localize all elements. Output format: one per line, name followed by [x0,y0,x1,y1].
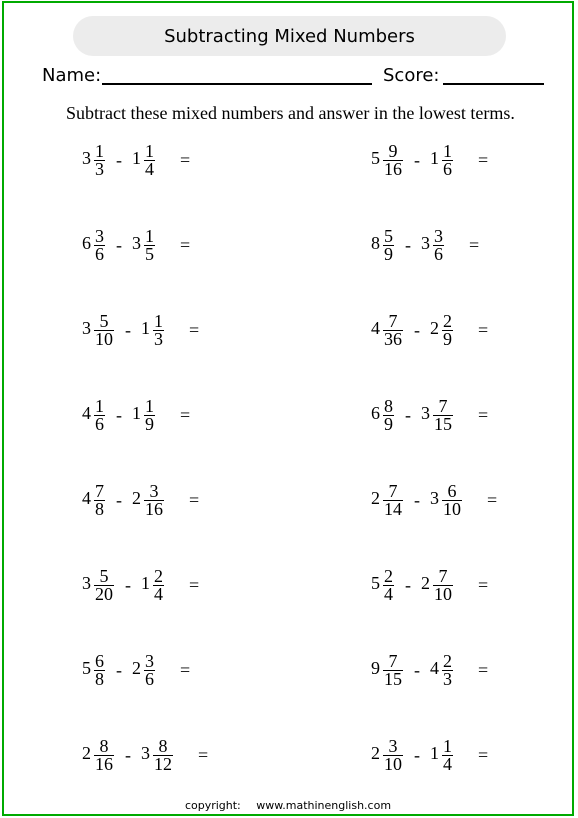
equals-sign: = [180,149,191,170]
equals-sign: = [180,234,191,255]
problem-item [371,395,488,435]
name-score-row [42,65,552,89]
problem-item [371,480,497,520]
problem-item [82,650,190,690]
whole-number: 6 [371,403,380,424]
whole-number: 3 [141,743,150,764]
minuend [82,225,106,264]
equals-sign: = [478,319,489,340]
problem-item [82,225,190,265]
fraction [94,565,114,604]
fraction [383,395,394,434]
minuend [371,650,404,689]
equals-sign: = [189,489,200,510]
equals-sign: = [478,744,489,765]
fraction [383,650,403,689]
numerator: 7 [438,565,448,586]
fraction [153,310,164,349]
equals-sign: = [478,574,489,595]
fraction [442,650,453,689]
minuend [82,140,106,179]
problem-item [371,310,488,350]
minuend [82,395,106,434]
fraction [153,735,173,774]
numerator: 1 [443,140,452,161]
whole-number: 1 [141,573,150,594]
whole-number: 1 [430,148,439,169]
whole-number: 9 [371,658,380,679]
whole-number: 1 [141,318,150,339]
website-link: www.mathinenglish.com [256,799,392,812]
whole-number: 3 [421,403,430,424]
numerator: 6 [95,650,104,671]
whole-number: 2 [371,743,380,764]
minus-sign: - [414,659,420,680]
denominator: 9 [384,413,393,434]
numerator: 8 [99,735,109,756]
numerator: 6 [447,480,457,501]
denominator: 5 [145,243,154,264]
minuend [371,310,404,349]
fraction [433,395,453,434]
denominator: 6 [434,243,443,264]
whole-number: 4 [371,318,380,339]
numerator: 7 [95,480,104,501]
minus-sign: - [414,489,420,510]
denominator: 3 [154,328,163,349]
numerator: 3 [145,650,154,671]
denominator: 14 [384,498,402,519]
fraction [433,225,444,264]
minus-sign: - [125,574,131,595]
subtrahend [430,140,454,179]
subtrahend [430,650,454,689]
minus-sign: - [405,234,411,255]
score-label: Score: [383,65,440,86]
minuend [82,310,115,349]
numerator: 2 [443,310,452,331]
whole-number: 3 [82,148,91,169]
fraction [144,650,155,689]
name-blank-line [102,83,372,85]
equals-sign: = [180,404,191,425]
copyright-label: copyright: [184,799,241,812]
subtrahend [132,650,156,689]
subtrahend [430,480,463,519]
subtrahend [430,310,454,349]
numerator: 7 [388,650,398,671]
numerator: 9 [388,140,398,161]
whole-number: 4 [430,658,439,679]
whole-number: 1 [132,148,141,169]
denominator: 6 [443,158,452,179]
fraction [383,735,403,774]
whole-number: 4 [82,403,91,424]
minuend [371,140,404,179]
whole-number: 2 [132,658,141,679]
denominator: 10 [443,498,461,519]
denominator: 6 [145,668,154,689]
denominator: 9 [384,243,393,264]
denominator: 3 [95,158,104,179]
denominator: 8 [95,668,104,689]
subtrahend [132,225,156,264]
fraction [442,480,462,519]
equals-sign: = [478,659,489,680]
minuend [371,735,404,774]
numerator: 1 [154,310,163,331]
minuend [371,480,404,519]
numerator: 5 [384,225,393,246]
whole-number: 3 [82,573,91,594]
numerator: 3 [95,225,104,246]
minus-sign: - [116,404,122,425]
denominator: 16 [95,753,113,774]
numerator: 2 [384,565,393,586]
fraction [94,395,105,434]
subtrahend [141,310,165,349]
whole-number: 2 [421,573,430,594]
numerator: 3 [149,480,159,501]
fraction [442,140,453,179]
problem-item [371,650,488,690]
minuend [371,225,395,264]
minuend [82,565,115,604]
minus-sign: - [414,319,420,340]
fraction [144,225,155,264]
denominator: 4 [145,158,154,179]
numerator: 7 [388,310,398,331]
fraction [144,480,164,519]
problem-item [82,735,208,775]
minuend [82,480,106,519]
fraction [94,140,105,179]
denominator: 4 [384,583,393,604]
whole-number: 2 [82,743,91,764]
equals-sign: = [198,744,209,765]
numerator: 1 [443,735,452,756]
denominator: 15 [384,668,402,689]
whole-number: 3 [132,233,141,254]
whole-number: 5 [82,658,91,679]
minuend [371,395,395,434]
denominator: 36 [384,328,402,349]
minus-sign: - [414,149,420,170]
problem-item [82,480,199,520]
denominator: 12 [154,753,172,774]
fraction [383,140,403,179]
numerator: 7 [388,480,398,501]
whole-number: 1 [132,403,141,424]
fraction [442,735,453,774]
denominator: 4 [154,583,163,604]
subtrahend [132,395,156,434]
minuend [82,735,115,774]
minus-sign: - [116,234,122,255]
fraction [144,395,155,434]
denominator: 20 [95,583,113,604]
numerator: 5 [99,565,109,586]
subtrahend [132,480,165,519]
whole-number: 3 [430,488,439,509]
numerator: 8 [158,735,168,756]
numerator: 2 [154,565,163,586]
minus-sign: - [116,659,122,680]
problem-item [371,225,479,265]
whole-number: 5 [371,573,380,594]
subtrahend [430,735,454,774]
problem-item [82,310,199,350]
equals-sign: = [487,489,498,510]
worksheet-title: Subtracting Mixed Numbers [73,16,506,56]
minus-sign: - [405,404,411,425]
subtrahend [421,395,454,434]
numerator: 3 [434,225,443,246]
numerator: 7 [438,395,448,416]
whole-number: 2 [371,488,380,509]
subtrahend [141,565,165,604]
equals-sign: = [189,319,200,340]
subtrahend [421,225,445,264]
whole-number: 2 [430,318,439,339]
fraction [442,310,453,349]
subtrahend [421,565,454,604]
numerator: 2 [443,650,452,671]
fraction [94,225,105,264]
minus-sign: - [116,149,122,170]
whole-number: 4 [82,488,91,509]
minus-sign: - [116,489,122,510]
numerator: 1 [145,225,154,246]
minus-sign: - [414,744,420,765]
numerator: 1 [95,395,104,416]
minuend [82,650,106,689]
footer [4,799,572,812]
minuend [371,565,395,604]
minus-sign: - [125,319,131,340]
minus-sign: - [405,574,411,595]
instructions: Subtract these mixed numbers and answer in the lowest terms. [66,103,515,123]
fraction [94,650,105,689]
denominator: 10 [384,753,402,774]
fraction [433,565,453,604]
equals-sign: = [469,234,480,255]
denominator: 6 [95,413,104,434]
worksheet-page [2,1,574,816]
numerator: 3 [388,735,398,756]
numerator: 1 [145,395,154,416]
numerator: 1 [95,140,104,161]
whole-number: 1 [430,743,439,764]
problem-item [82,140,190,180]
denominator: 10 [434,583,452,604]
subtrahend [141,735,174,774]
whole-number: 3 [421,233,430,254]
whole-number: 2 [132,488,141,509]
denominator: 9 [145,413,154,434]
score-blank-line [443,83,544,85]
problem-item [371,565,488,605]
denominator: 8 [95,498,104,519]
fraction [383,480,403,519]
denominator: 4 [443,753,452,774]
denominator: 3 [443,668,452,689]
minus-sign: - [125,744,131,765]
subtrahend [132,140,156,179]
equals-sign: = [478,149,489,170]
problem-item [371,735,488,775]
denominator: 16 [145,498,163,519]
denominator: 15 [434,413,452,434]
numerator: 1 [145,140,154,161]
denominator: 16 [384,158,402,179]
fraction [383,310,403,349]
equals-sign: = [180,659,191,680]
whole-number: 6 [82,233,91,254]
fraction [94,310,114,349]
equals-sign: = [189,574,200,595]
fraction [94,735,114,774]
fraction [144,140,155,179]
numerator: 5 [99,310,109,331]
denominator: 6 [95,243,104,264]
equals-sign: = [478,404,489,425]
denominator: 10 [95,328,113,349]
fraction [383,225,394,264]
whole-number: 8 [371,233,380,254]
whole-number: 3 [82,318,91,339]
fraction [94,480,105,519]
name-label: Name: [42,65,102,86]
denominator: 9 [443,328,452,349]
problem-item [371,140,488,180]
fraction [383,565,394,604]
numerator: 8 [384,395,393,416]
problem-item [82,395,190,435]
problem-item [82,565,199,605]
whole-number: 5 [371,148,380,169]
fraction [153,565,164,604]
